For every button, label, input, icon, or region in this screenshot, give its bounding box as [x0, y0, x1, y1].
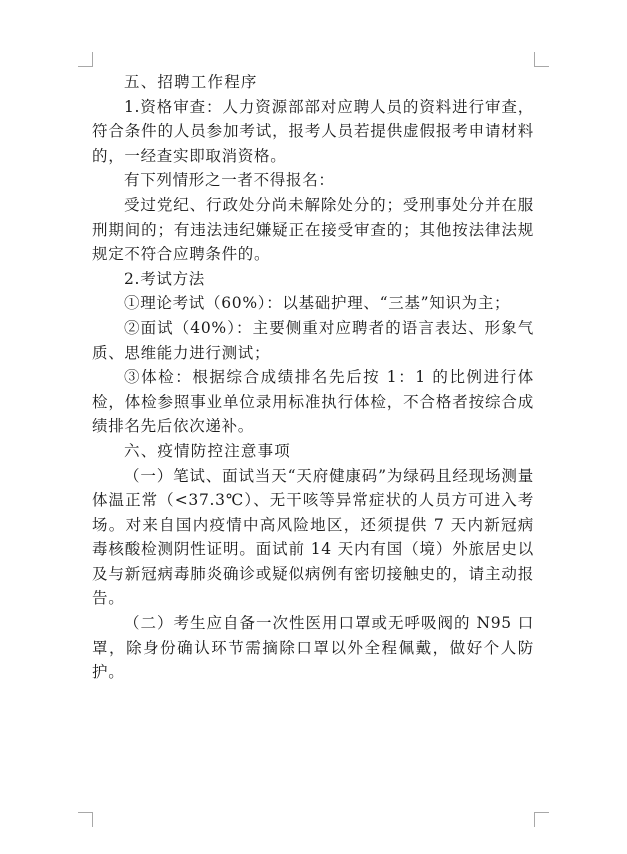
page-corner-mark-top-right [534, 52, 549, 67]
page-corner-mark-bottom-left [78, 812, 93, 827]
section-heading-recruitment-procedure: 五、招聘工作程序 [124, 73, 258, 91]
section-heading-epidemic-prevention: 六、疫情防控注意事项 [124, 441, 292, 460]
paragraph-exam-method: 2.考试方法 [124, 269, 205, 288]
paragraph-interview: ②面试（40%）：主要侧重对应聘者的语言表达、形象气质、思维能力进行测试； [92, 318, 534, 362]
paragraph-epidemic-item-1: （一）笔试、面试当天“天府健康码”为绿码且经现场测量体温正常（<37.3℃）、无干咳等异常症状的人员方可进入考场。对来自国内疫情中高风险地区，还须提供 7 天内新冠病毒核酸检测阴性证明。面试前 14 天内有国（境）外旅居史以及与新冠病毒肺炎确诊或疑似病例有密切接触史的，请主动报告。 [92, 466, 534, 608]
paragraph-theory-exam: ①理论考试（60%）：以基础护理、“三基”知识为主； [124, 294, 511, 313]
page-corner-mark-top-left [78, 52, 93, 67]
paragraph-disqualification-intro: 有下列情形之一者不得报名： [124, 171, 335, 190]
paragraph-disqualification-conditions: 受过党纪、行政处分尚未解除处分的；受刑事处分并在服刑期间的；有违法违纪嫌疑正在接受审查的；其他按法律法规规定不符合应聘条件的。 [92, 195, 534, 264]
document-body [92, 70, 534, 685]
paragraph-epidemic-item-2: （二）考生应自备一次性医用口罩或无呼吸阀的 N95 口罩，除身份确认环节需摘除口罩以外全程佩戴，做好个人防护。 [92, 614, 534, 682]
paragraph-physical-exam: ③体检：根据综合成绩排名先后按 1：1 的比例进行体检，体检参照事业单位录用标准执行体检，不合格者按综合成绩排名先后依次递补。 [92, 368, 534, 436]
page-corner-mark-bottom-right [534, 812, 549, 827]
paragraph-qualification-review: 1.资格审查：人力资源部部对应聘人员的资料进行审查，符合条件的人员参加考试，报考人员若提供虚假报考申请材料的，一经查实即取消资格。 [92, 97, 534, 165]
